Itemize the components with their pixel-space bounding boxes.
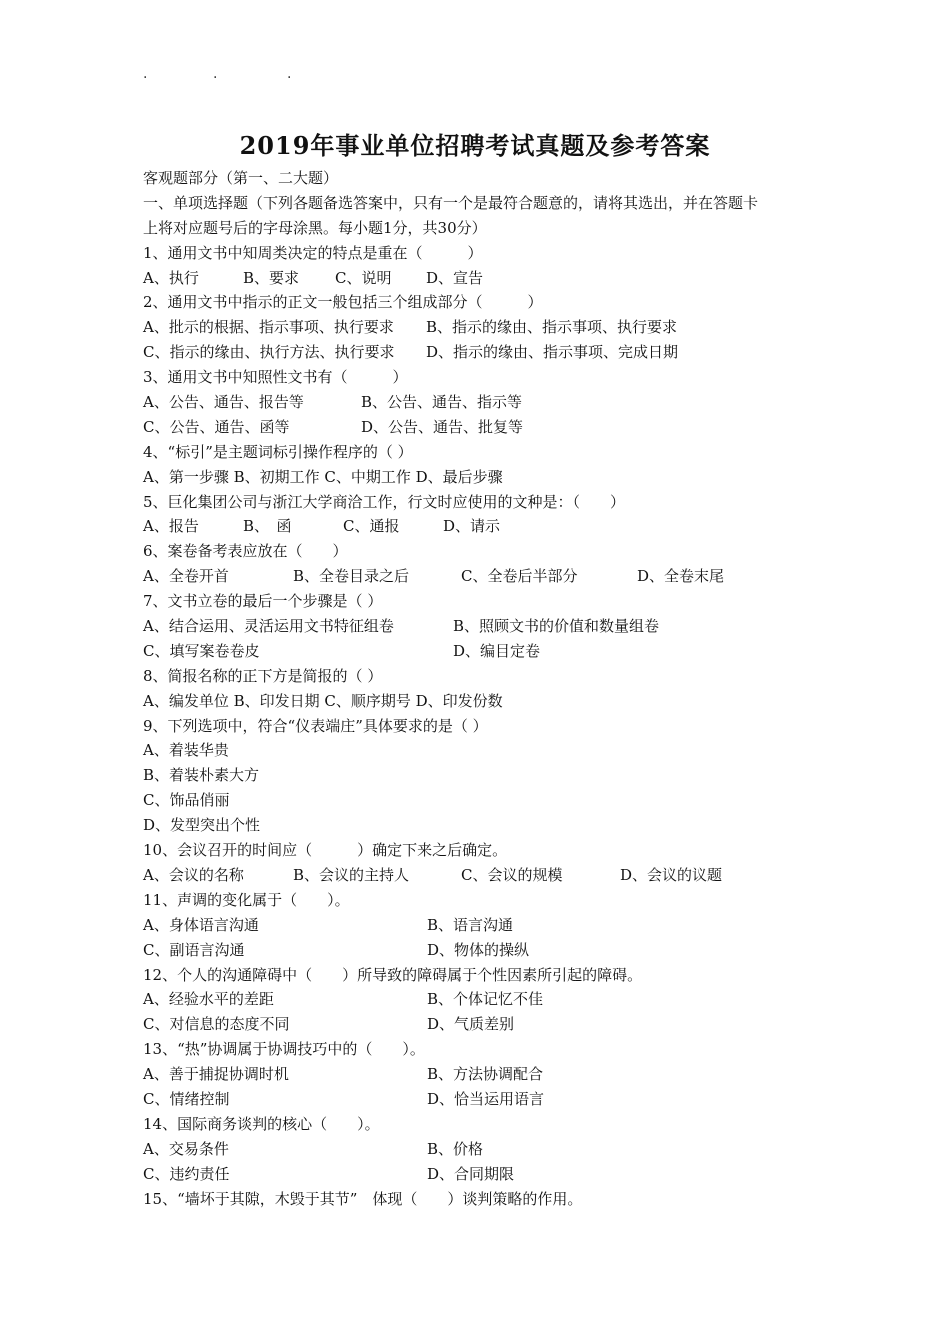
question-text: 14、国际商务谈判的核心（ ）。 [143, 1114, 380, 1133]
option-row [143, 415, 823, 440]
answer-option: A、全卷开首 [143, 567, 229, 586]
option-row [143, 938, 823, 963]
answer-option: C、说明 [335, 268, 392, 287]
question-text: 3、通用文书中知照性文书有（ ） [143, 368, 408, 387]
answer-option: B、语言沟通 [427, 915, 514, 934]
answer-option: A、着装华贵 [143, 741, 229, 760]
answer-option: A、善于捕捉协调时机 [143, 1065, 289, 1084]
option-row [143, 813, 823, 838]
answer-option: C、填写案卷卷皮 [143, 641, 260, 660]
answer-option: C、违约责任 [143, 1164, 230, 1183]
option-row [143, 514, 823, 539]
option-row [143, 863, 823, 888]
answer-option: D、宣告 [426, 268, 484, 287]
option-row [143, 614, 823, 639]
answer-option: B、全卷目录之后 [293, 567, 410, 586]
answer-option: A、执行 [143, 268, 199, 287]
question-text: 13、“热”协调属于协调技巧中的（ ）。 [143, 1040, 425, 1059]
answer-option: A、结合运用、灵活运用文书特征组卷 [143, 617, 394, 636]
answer-option: B、公告、通告、指示等 [361, 393, 523, 412]
answer-option: B、价格 [427, 1139, 484, 1158]
answer-option: B、会议的主持人 [293, 865, 410, 884]
option-row [143, 639, 823, 664]
answer-option: A、第一步骤 B、初期工作 C、中期工作 D、最后步骤 [143, 467, 503, 486]
document-body [143, 166, 823, 1211]
answer-option: D、公告、通告、批复等 [361, 417, 524, 436]
answer-option: C、通报 [343, 517, 400, 536]
answer-option: A、批示的根据、指示事项、执行要求 [143, 318, 394, 337]
answer-option: B、照顾文书的价值和数量组卷 [453, 617, 660, 636]
answer-option: B、着装朴素大方 [143, 766, 260, 785]
answer-option: A、会议的名称 [143, 865, 244, 884]
option-row [143, 315, 823, 340]
question-text: 4、“标引”是主题词标引操作程序的（ ） [143, 442, 413, 461]
option-row [143, 1012, 823, 1037]
answer-option: D、指示的缘由、指示事项、完成日期 [426, 343, 679, 362]
answer-option: B、要求 [243, 268, 300, 287]
answer-option: C、公告、通告、函等 [143, 417, 290, 436]
answer-option: D、气质差别 [427, 1015, 515, 1034]
section-heading: 客观题部分（第一、二大题） [143, 169, 339, 187]
answer-option: D、会议的议题 [620, 865, 723, 884]
page-title: 2019年事业单位招聘考试真题及参考答案 [239, 131, 711, 160]
answer-option: C、对信息的态度不同 [143, 1015, 290, 1034]
answer-option: D、恰当运用语言 [427, 1089, 545, 1108]
answer-option: C、指示的缘由、执行方法、执行要求 [143, 343, 395, 362]
option-row [143, 266, 823, 291]
answer-option: A、公告、通告、报告等 [143, 393, 304, 412]
option-row [143, 340, 823, 365]
answer-option: D、编目定卷 [453, 641, 541, 660]
instructions-line-2: 上将对应题号后的字母涂黑。每小题1分，共30分） [143, 218, 487, 237]
answer-option: A、编发单位 B、印发日期 C、顺序期号 D、印发份数 [143, 691, 503, 710]
option-row [143, 1087, 823, 1112]
question-text: 15、“墙坏于其隙，木毁于其节” 体现（ ）谈判策略的作用。 [143, 1189, 583, 1208]
option-row [143, 788, 823, 813]
option-row [143, 1062, 823, 1087]
option-row [143, 763, 823, 788]
question-text: 11、声调的变化属于（ ）。 [143, 890, 350, 909]
answer-option: A、报告 [143, 517, 199, 536]
option-row [143, 564, 823, 589]
answer-option: A、交易条件 [143, 1139, 229, 1158]
answer-option: B、指示的缘由、指示事项、执行要求 [426, 318, 678, 337]
option-row [143, 390, 823, 415]
question-text: 10、会议召开的时间应（ ）确定下来之后确定。 [143, 841, 508, 860]
answer-option: B、 函 [243, 517, 292, 536]
answer-option: D、合同期限 [427, 1164, 515, 1183]
option-row [143, 913, 823, 938]
option-row [143, 738, 823, 763]
question-text: 1、通用文书中知周类决定的特点是重在（ ） [143, 243, 483, 262]
option-row [143, 465, 823, 490]
answer-option: B、个体记忆不佳 [427, 990, 544, 1009]
answer-option: C、饰品俏丽 [143, 791, 230, 810]
answer-option: D、发型突出个性 [143, 816, 261, 835]
option-row [143, 1137, 823, 1162]
question-text: 6、案卷备考表应放在（ ） [143, 542, 348, 561]
question-text: 12、个人的沟通障碍中（ ）所导致的障碍属于个性因素所引起的障碍。 [143, 965, 643, 984]
option-row [143, 987, 823, 1012]
header-dot: . [287, 66, 292, 82]
option-row [143, 689, 823, 714]
answer-option: D、物体的操纵 [427, 940, 530, 959]
answer-option: C、副语言沟通 [143, 940, 245, 959]
option-row [143, 1162, 823, 1187]
question-text: 2、通用文书中指示的正文一般包括三个组成部分（ ） [143, 293, 543, 312]
answer-option: D、请示 [443, 517, 501, 536]
answer-option: A、经验水平的差距 [143, 990, 274, 1009]
question-text: 8、简报名称的正下方是简报的（ ） [143, 666, 383, 685]
question-text: 9、下列选项中，符合“仪表端庄”具体要求的是（ ） [143, 716, 488, 735]
answer-option: B、方法协调配合 [427, 1065, 544, 1084]
answer-option: C、全卷后半部分 [461, 567, 578, 586]
question-text: 7、文书立卷的最后一个步骤是（ ） [143, 592, 383, 611]
answer-option: A、身体语言沟通 [143, 915, 259, 934]
answer-option: C、情绪控制 [143, 1089, 230, 1108]
header-dot: . [143, 66, 148, 82]
question-list [143, 241, 823, 1212]
answer-option: D、全卷末尾 [637, 567, 725, 586]
instructions-line-1: 一、单项选择题（下列各题备选答案中，只有一个是最符合题意的，请将其选出，并在答题卡 [143, 193, 759, 212]
header-dot: . [213, 66, 218, 82]
question-text: 5、巨化集团公司与浙江大学商洽工作，行文时应使用的文种是：（ ） [143, 492, 626, 511]
answer-option: C、会议的规模 [461, 865, 563, 884]
